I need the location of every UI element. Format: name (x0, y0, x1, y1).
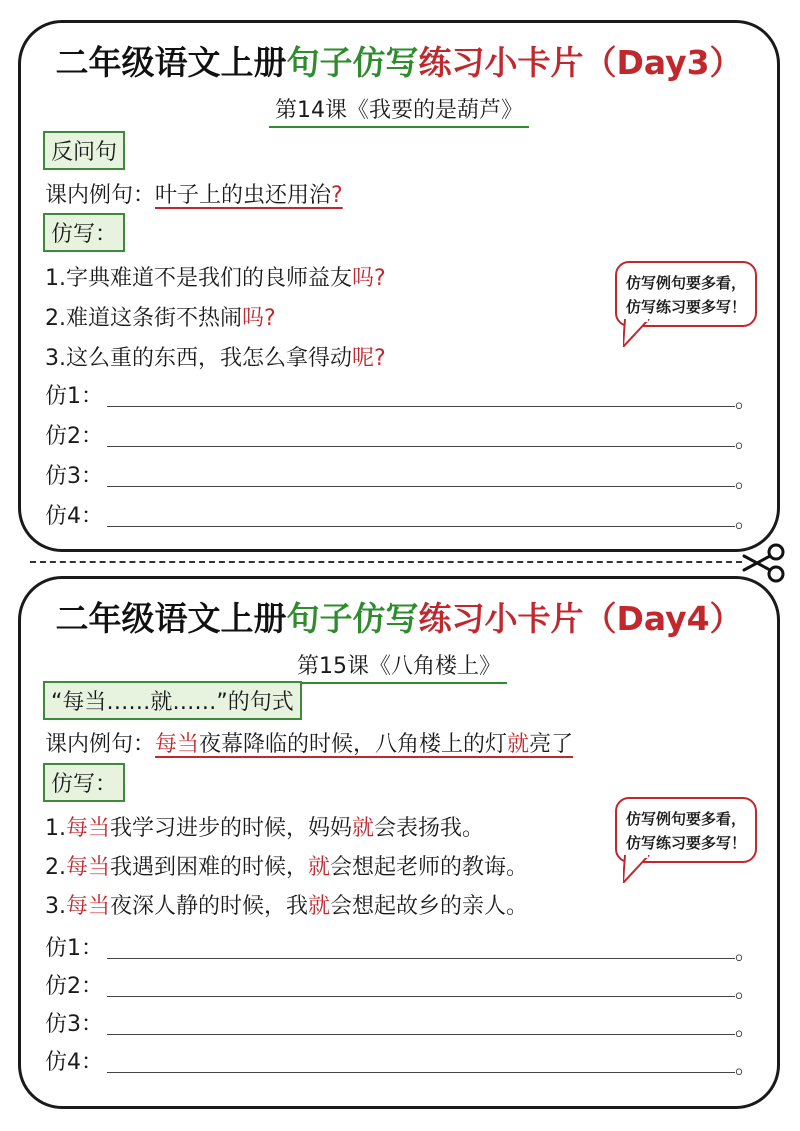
example-item-1: 1.字典难道不是我们的良师益友吗? (45, 266, 386, 291)
blank-line-3[interactable]: 仿3： 。 (45, 464, 757, 493)
example-sentence: 课内例句：每当夜幕降临的时候，八角楼上的灯就亮了 (45, 732, 574, 757)
example-item-2: 2.难道这条街不热闹吗? (45, 306, 276, 331)
card-day4 (18, 576, 780, 1109)
sentence-type-tag: “每当……就……”的句式 (43, 681, 302, 720)
blank-line-2[interactable]: 仿2： 。 (45, 424, 757, 453)
lesson-title: 第14课《我要的是葫芦》 (21, 93, 777, 128)
blank-line-2[interactable]: 仿2： 。 (45, 974, 757, 1003)
card-title: 二年级语文上册句子仿写练习小卡片（Day4） (55, 599, 743, 638)
blank-line-4[interactable]: 仿4： 。 (45, 1050, 757, 1079)
example-item-1: 1.每当我学习进步的时候，妈妈就会表扬我。 (45, 816, 485, 841)
blank-line-1[interactable]: 仿1： 。 (45, 384, 757, 413)
cut-line (30, 561, 742, 563)
tip-bubble: 仿写例句要多看， 仿写练习要多写！ (615, 261, 757, 327)
example-item-2: 2.每当我遇到困难的时候，就会想起老师的教诲。 (45, 855, 529, 880)
practice-tag: 仿写： (43, 213, 125, 252)
bubble-tail-icon (623, 855, 657, 883)
card-title: 二年级语文上册句子仿写练习小卡片（Day3） (55, 43, 743, 82)
bubble-tail-icon (623, 319, 657, 347)
example-item-3: 3.每当夜深人静的时候，我就会想起故乡的亲人。 (45, 894, 529, 919)
example-item-3: 3.这么重的东西，我怎么拿得动呢? (45, 346, 386, 371)
blank-line-1[interactable]: 仿1： 。 (45, 936, 757, 965)
tip-bubble: 仿写例句要多看， 仿写练习要多写！ (615, 797, 757, 863)
example-sentence: 课内例句：叶子上的虫还用治? (45, 183, 343, 208)
practice-tag: 仿写： (43, 763, 125, 802)
blank-line-4[interactable]: 仿4： 。 (45, 504, 757, 533)
lesson-title: 第15课《八角楼上》 (21, 649, 777, 684)
blank-line-3[interactable]: 仿3： 。 (45, 1012, 757, 1041)
sentence-type-tag: 反问句 (43, 131, 125, 170)
card-day3 (18, 20, 780, 552)
